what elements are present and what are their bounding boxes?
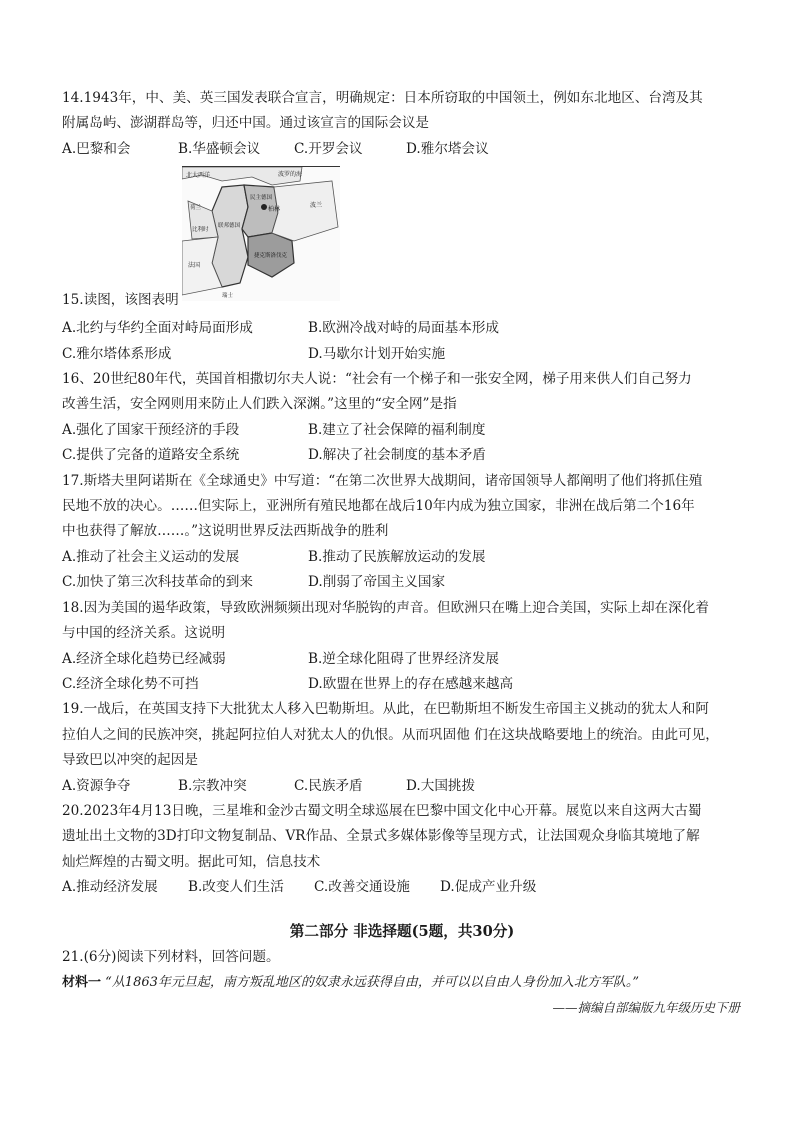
map-label: 捷克斯洛伐克 [254,253,288,260]
question-stem: 15.读图，该图表明 [62,292,179,309]
question-stem: 民地不放的决心。……但实际上，亚洲所有殖民地都在战后10年内成为独立国家，非洲在战后第二个16年 [62,498,695,515]
exam-page [62,86,742,1020]
question-18 [62,596,742,698]
option-a: A.北约与华约全面对峙局面形成 [62,320,253,337]
option-b: B.建立了社会保障的福利制度 [308,421,486,438]
options-row [62,316,742,341]
map-container [62,166,742,316]
option-c: C.提供了完备的道路安全系统 [62,447,240,464]
material-label: 材料一 [62,974,102,990]
question-stem: 导致巴以冲突的起因是 [62,752,198,769]
option-d: D.马歇尔计划开始实施 [308,345,446,362]
option-a: A.推动了社会主义运动的发展 [62,548,240,565]
option-c: C.经济全球化势不可挡 [62,675,199,692]
question-stem: 18.因为美国的遏华政策，导致欧洲频频出现对华脱钩的声音。但欧洲只在嘴上迎合美国，实际上却在深化着 [62,599,709,616]
option-d: D.欧盟在世界上的存在感越来越高 [308,675,514,692]
question-stem: 拉伯人之间的民族冲突，挑起阿拉伯人对犹太人的仇恨。从而巩固他 们在这块战略要地上的统治。由此可见， [62,726,719,743]
option-b: B.宗教冲突 [178,777,247,794]
options-row [62,647,742,672]
options-row [62,545,742,570]
material-source: ——摘编自部编版九年级历史下册 [552,999,740,1015]
question-17 [62,469,742,596]
option-c: C.加快了第三次科技革命的到来 [62,574,253,591]
material-text: “从1863年元旦起，南方叛乱地区的奴隶永远获得自由，并可以以自由人身份加入北方军队。” [105,974,640,990]
option-a: A.资源争夺 [62,777,131,794]
europe-cold-war-map [182,166,340,301]
option-d: D.解决了社会制度的基本矛盾 [308,447,486,464]
option-d: D.促成产业升级 [440,879,537,896]
question-15 [62,166,742,367]
question-stem: 14.1943年，中、美、英三国发表联合宣言，明确规定：日本所窃取的中国领土，例如东北地区、台湾及其 [62,90,703,106]
options-row [62,443,742,468]
options-row [62,774,742,799]
map-label: 波罗的海 [278,171,303,179]
option-a: A.巴黎和会 [62,140,131,157]
option-c: C.雅尔塔体系形成 [62,345,172,362]
option-d: D.雅尔塔会议 [406,140,489,157]
question-stem: 19.一战后，在英国支持下大批犹太人移入巴勒斯坦。从此，在巴勒斯坦不断发生帝国主义挑动的犹太人和阿 [62,701,709,718]
question-16 [62,367,742,469]
option-b: B.逆全球化阻碍了世界经济发展 [308,650,500,667]
map-label: 民主德国 [250,195,273,202]
option-c: C.民族矛盾 [294,777,363,794]
options-row [62,342,742,367]
question-20 [62,799,742,901]
option-a: A.经济全球化趋势已经减弱 [62,650,226,667]
question-stem: 与中国的经济关系。这说明 [62,625,226,642]
options-row [62,672,742,697]
map-label: 柏林 [268,206,281,214]
question-stem: 21.(6分)阅读下列材料，回答问题。 [62,948,280,965]
option-b: B.改变人们生活 [188,879,284,896]
question-stem: 17.斯塔夫里阿诺斯在《全球通史》中写道：“在第二次世界大战期间，诸帝国领导人都阐明了他们将抓住殖 [62,472,703,489]
map-label: 瑞士 [222,293,234,300]
option-c: C.开罗会议 [294,140,363,157]
option-d: D.大国挑拨 [406,777,476,794]
question-stem: 灿烂辉煌的古蜀文明。据此可知，信息技术 [62,853,321,870]
options-row [62,418,742,443]
material-one [62,970,742,996]
section-title: 第二部分 非选择题(5题，共30分) [289,922,515,940]
options-row [62,570,742,595]
option-a: A.推动经济发展 [62,879,158,896]
question-14 [62,86,742,162]
options-row [62,875,742,900]
question-stem: 附属岛屿、澎湖群岛等，归还中国。通过该宣言的国际会议是 [62,115,430,132]
option-b: B.欧洲冷战对峙的局面基本形成 [308,320,500,337]
options-row [62,137,742,162]
map-label: 荷兰 [190,205,202,212]
map-label: 法国 [188,262,201,270]
option-b: B.推动了民族解放运动的发展 [308,548,486,565]
question-stem: 遗址出土文物的3D打印文物复制品、VR作品、全景式多媒体影像等呈现方式，让法国观众身临其境地了解 [62,828,700,845]
option-d: D.削弱了帝国主义国家 [308,574,446,591]
map-label: 联邦德国 [218,223,241,230]
question-19 [62,697,742,799]
map-label: 比利时 [192,227,209,234]
option-a: A.强化了国家干预经济的手段 [62,421,240,438]
map-label: 波兰 [310,202,323,210]
option-c: C.改善交通设施 [314,879,410,896]
part-two [62,919,742,1020]
question-stem: 16、20世纪80年代，英国首相撒切尔夫人说：“社会有一个梯子和一张安全网，梯子用来供人们自己努力 [62,371,692,388]
question-stem: 中也获得了解放……。”这说明世界反法西斯战争的胜利 [62,523,389,540]
question-stem: 改善生活，安全网则用来防止人们跌入深渊。”这里的“安全网”是指 [62,396,457,413]
map-label: 北大西洋 [186,172,211,180]
option-b: B.华盛顿会议 [178,140,261,157]
question-stem: 20.2023年4月13日晚，三星堆和金沙古蜀文明全球巡展在巴黎中国文化中心开幕。展览以来自这两大古蜀 [62,802,702,819]
